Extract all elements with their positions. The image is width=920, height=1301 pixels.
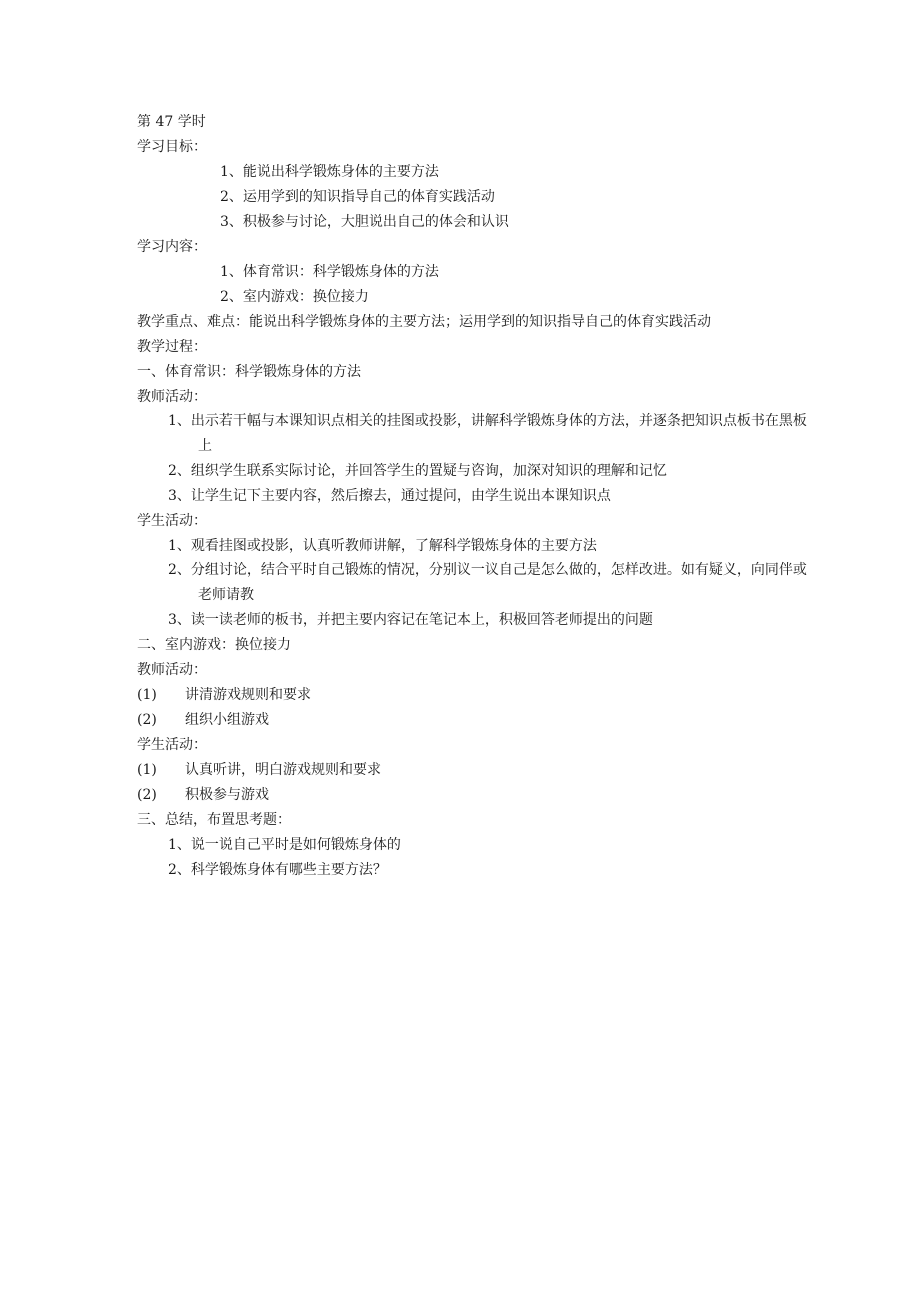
section3-item: 2、科学锻炼身体有哪些主要方法？ [168, 862, 387, 878]
section2-teacher-item-text: 组织小组游戏 [185, 712, 269, 728]
objective-item: 3、积极参与讨论，大胆说出自己的体会和认识 [220, 214, 509, 230]
content-item: 2、室内游戏：换位接力 [220, 289, 369, 305]
section3-item: 1、说一说自己平时是如何锻炼身体的 [168, 837, 401, 853]
section1-student-item: 3、读一读老师的板书，并把主要内容记在笔记本上，积极回答老师提出的问题 [168, 612, 653, 628]
section2-student-item-text: 认真听讲，明白游戏规则和要求 [185, 762, 381, 778]
section1-student-heading: 学生活动： [137, 513, 207, 529]
section2-student-item-number: (2) [137, 787, 157, 803]
section2-teacher-item-number: (2) [137, 712, 157, 728]
section1-student-item: 1、观看挂图或投影，认真听教师讲解，了解科学锻炼身体的主要方法 [168, 538, 597, 554]
section2-student-item-number: (1) [137, 762, 157, 778]
section2-teacher-heading: 教师活动： [137, 662, 207, 678]
section2-teacher-item-number: (1) [137, 687, 157, 703]
section1-heading: 一、体育常识：科学锻炼身体的方法 [137, 364, 361, 380]
section2-heading: 二、室内游戏：换位接力 [137, 637, 291, 653]
section1-teacher-heading: 教师活动： [137, 389, 207, 405]
content-item: 1、体育常识：科学锻炼身体的方法 [220, 264, 439, 280]
key-points: 教学重点、难点：能说出科学锻炼身体的主要方法；运用学到的知识指导自己的体育实践活动 [137, 314, 711, 330]
contents-heading: 学习内容： [137, 239, 207, 255]
objective-item: 2、运用学到的知识指导自己的体育实践活动 [220, 189, 495, 205]
objectives-heading: 学习目标： [137, 139, 207, 155]
section1-teacher-item: 1、出示若干幅与本课知识点相关的挂图或投影，讲解科学锻炼身体的方法，并逐条把知识点板书在黑板上 [168, 413, 807, 454]
objective-item: 1、能说出科学锻炼身体的主要方法 [220, 164, 439, 180]
section1-teacher-item: 3、让学生记下主要内容，然后擦去，通过提问，由学生说出本课知识点 [168, 488, 611, 504]
process-heading: 教学过程： [137, 339, 207, 355]
section1-student-item: 2、分组讨论，结合平时自己锻炼的情况，分别议一议自己是怎么做的，怎样改进。如有疑义，向同伴或老师请教 [168, 562, 807, 603]
section2-teacher-item-text: 讲清游戏规则和要求 [185, 687, 311, 703]
section2-student-heading: 学生活动： [137, 737, 207, 753]
section3-heading: 三、总结，布置思考题： [137, 812, 291, 828]
section2-student-item-text: 积极参与游戏 [185, 787, 269, 803]
lesson-title: 第 47 学时 [137, 114, 206, 130]
section1-teacher-item: 2、组织学生联系实际讨论，并回答学生的置疑与咨询，加深对知识的理解和记忆 [168, 463, 667, 479]
